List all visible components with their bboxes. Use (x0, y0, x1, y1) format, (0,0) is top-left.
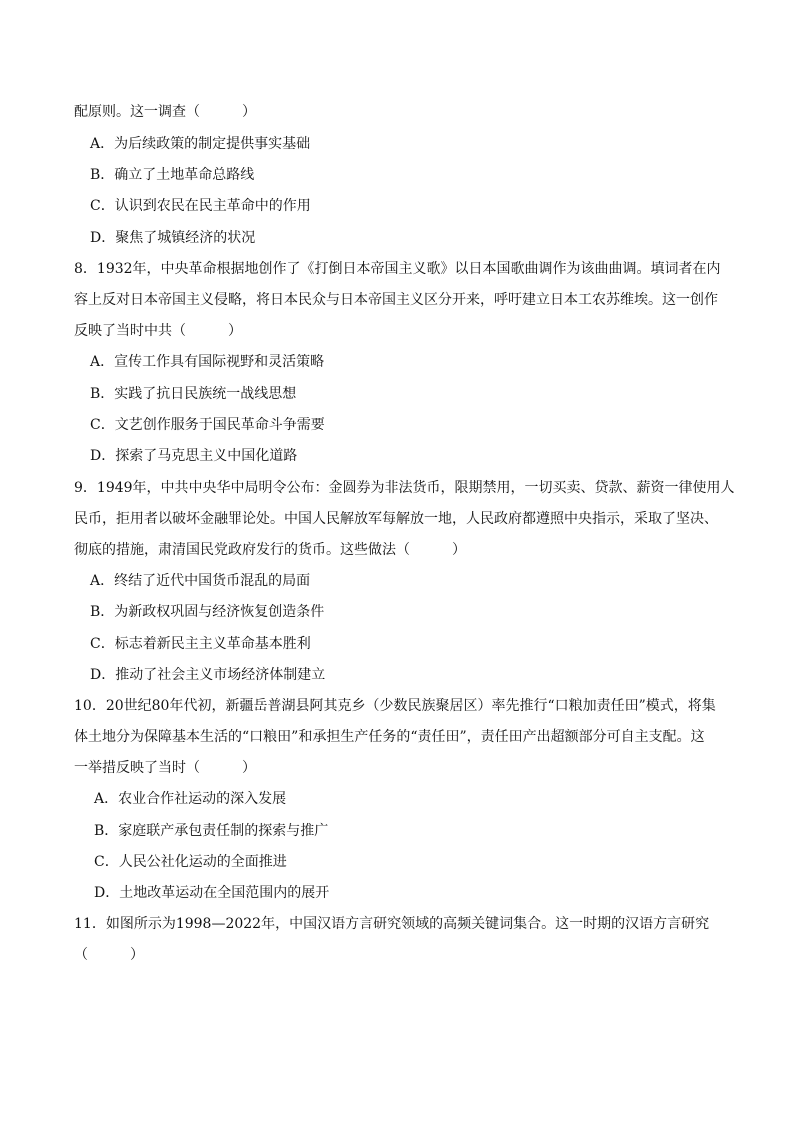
q7-stem-tail: 配原则。这一调查（ ） (74, 104, 256, 120)
q9-option-a: A．终结了近代中国货币混乱的局面 (90, 573, 311, 589)
q10-option-a: A．农业合作社运动的深入发展 (94, 791, 287, 807)
q8-option-d: D．探索了马克思主义中国化道路 (90, 448, 298, 464)
q10-option-d: D．土地改革运动在全国范围内的展开 (94, 885, 330, 901)
q8-stem-line-1: 8．1932年，中央革命根据地创作了《打倒日本帝国主义歌》以日本国歌曲调作为该曲曲调。填词者在内 (74, 261, 721, 277)
q8-option-c: C．文艺创作服务于国民革命斗争需要 (90, 417, 325, 433)
q11-stem-line-1: 11．如图所示为1998—2022年，中国汉语方言研究领域的高频关键词集合。这一时期的汉语方言研究 (74, 916, 710, 932)
q8-option-a: A．宣传工作具有国际视野和灵活策略 (90, 354, 325, 370)
q10-stem-line-2: 体土地分为保障基本生活的“口粮田”和承担生产任务的“责任田”，责任田产出超额部分可自主支配。这 (74, 729, 705, 745)
q9-option-c: C．标志着新民主主义革命基本胜利 (90, 636, 311, 652)
q7-option-b: B．确立了土地革命总路线 (90, 167, 255, 183)
q9-option-b: B．为新政权巩固与经济恢复创造条件 (90, 604, 325, 620)
q9-option-d: D．推动了社会主义市场经济体制建立 (90, 667, 326, 683)
q7-option-c: C．认识到农民在民主革命中的作用 (90, 198, 311, 214)
q10-stem-line-3: 一举措反映了当时（ ） (74, 760, 256, 776)
q8-stem-line-2: 容上反对日本帝国主义侵略，将日本民众与日本帝国主义区分开来，呼吁建立日本工农苏维埃。这一创作 (74, 292, 718, 308)
q8-stem-line-3: 反映了当时中共（ ） (74, 323, 242, 339)
q9-stem-line-3: 彻底的措施，肃清国民党政府发行的货币。这些做法（ ） (74, 542, 466, 558)
q9-stem-line-1: 9．1949年，中共中央华中局明令公布：金圆券为非法货币，限期禁用，一切买卖、贷款、薪资一律使用人 (74, 480, 735, 496)
q7-option-a: A．为后续政策的制定提供事实基础 (90, 136, 311, 152)
q8-option-b: B．实践了抗日民族统一战线思想 (90, 386, 297, 402)
q7-option-d: D．聚焦了城镇经济的状况 (90, 230, 256, 246)
q11-stem-line-2: （ ） (74, 947, 144, 963)
q10-option-b: B．家庭联产承包责任制的探索与推广 (94, 823, 329, 839)
q10-option-c: C．人民公社化运动的全面推进 (94, 854, 287, 870)
q10-stem-line-1: 10．20世纪80年代初，新疆岳普湖县阿其克乡（少数民族聚居区）率先推行“口粮加责任田”模式，将集 (74, 698, 716, 714)
q9-stem-line-2: 民币，拒用者以破坏金融罪论处。中国人民解放军每解放一地，人民政府都遵照中央指示，采取了坚决、 (74, 511, 718, 527)
